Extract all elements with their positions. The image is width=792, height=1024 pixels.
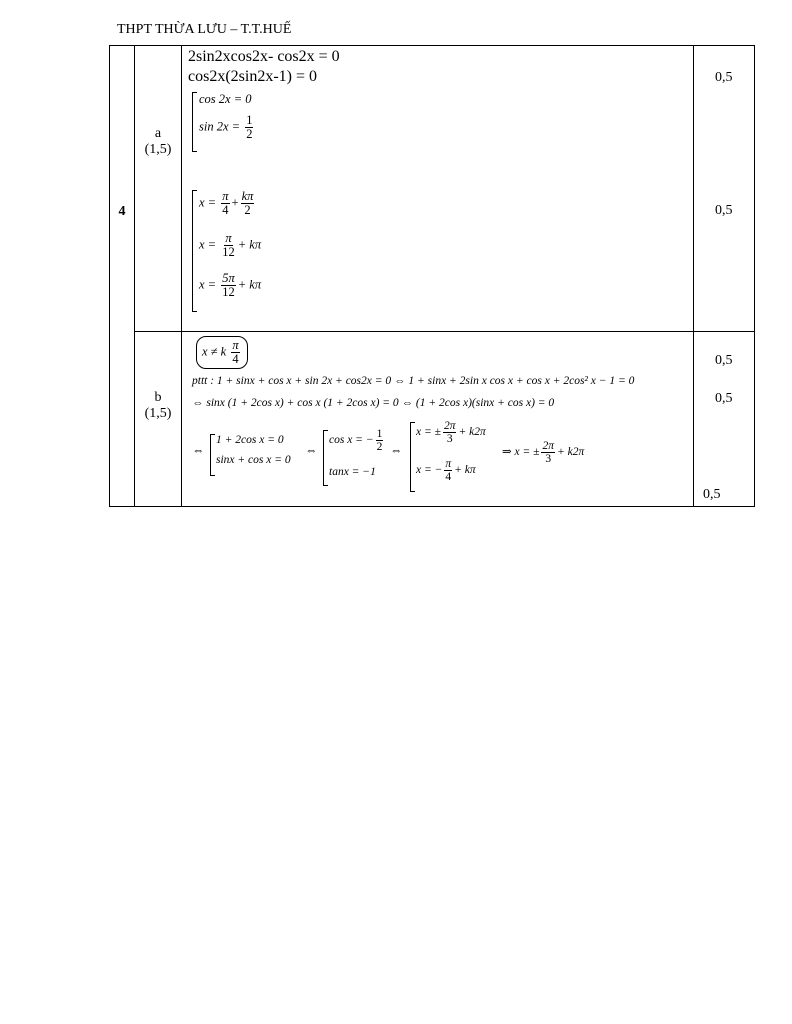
line-pttt: pttt : 1 + sinx + cos x + sin 2x + cos2x = 0 ⇔ 1 + sinx + 2sin x cos x + cos x + 2cos² x − 1 = 0: [192, 375, 635, 387]
part-b-label: b: [154, 390, 162, 405]
score-a-1: 0,5: [715, 70, 733, 85]
bracket-3: [210, 434, 215, 476]
row-part-b: [110, 332, 755, 507]
document-header: THPT THỪA LƯU – T.T.HUẾ: [117, 22, 292, 37]
part-b-scores: [694, 332, 755, 507]
final-iff-3: ⇔: [390, 443, 403, 457]
part-a-line-1: 2sin2xcos2x- cos2x = 0: [188, 48, 340, 65]
part-b-label-cell: [135, 332, 182, 507]
question-number: 4: [110, 46, 135, 507]
s1-row-2: sinx + cos x = 0: [216, 454, 291, 466]
sys2-row-3: x = $\frac{5\pi}{12}$ + kπ: [199, 271, 262, 300]
score-b-1: 0,5: [715, 353, 733, 368]
part-a-points: (1,5): [144, 142, 172, 157]
final-iff-2: ⇔: [305, 443, 318, 457]
part-a-scores: [694, 46, 755, 332]
score-b-3: 0,5: [703, 487, 721, 502]
score-b-2: 0,5: [715, 391, 733, 406]
bracket-1: [192, 92, 197, 152]
s3-row-2: x = − $\frac{\pi}{4}$ + kπ: [416, 458, 476, 484]
final-result: ⇒ x = ± $\frac{2\pi}{3}$ + k2π: [502, 440, 585, 466]
score-a-2: 0,5: [715, 203, 733, 218]
part-b-points: (1,5): [144, 406, 172, 421]
part-a-label-cell: [135, 46, 182, 332]
bracket-2: [192, 190, 197, 312]
answer-table: [109, 45, 755, 507]
bracket-5: [410, 422, 415, 492]
row-part-a: [110, 46, 755, 332]
part-a-label: a: [154, 126, 162, 141]
sys1-row-1: cos 2x = 0: [199, 92, 252, 106]
part-a-line-2: cos2x(2sin2x-1) = 0: [188, 68, 318, 85]
s1-row-1: 1 + 2cos x = 0: [216, 434, 284, 446]
sys2-row-2: x = $\frac{\pi}{12}$ + kπ: [199, 231, 262, 260]
final-iff-1: ⇔: [192, 443, 205, 457]
part-a-solution: [182, 46, 694, 332]
condition: x ≠ k $\frac{\pi}{4}$: [196, 336, 248, 369]
sys1-row-2: sin 2x = $\frac{1}{2}$: [199, 113, 253, 142]
s3-row-1: x = ± $\frac{2\pi}{3}$ + k2π: [416, 420, 486, 446]
s2-row-2: tanx = −1: [329, 466, 376, 478]
part-b-solution: [182, 332, 694, 507]
sys2-row-1: x = $\frac{\pi}{4}$ + $\frac{k\pi}{2}$: [199, 189, 254, 218]
line-factor: ⇔ sinx (1 + 2cos x) + cos x (1 + 2cos x) = 0 ⇔ (1 + 2cos x)(sinx + cos x) = 0: [192, 397, 555, 409]
bracket-4: [323, 430, 328, 486]
s2-row-1: cos x = − $\frac{1}{2}$: [329, 428, 383, 454]
